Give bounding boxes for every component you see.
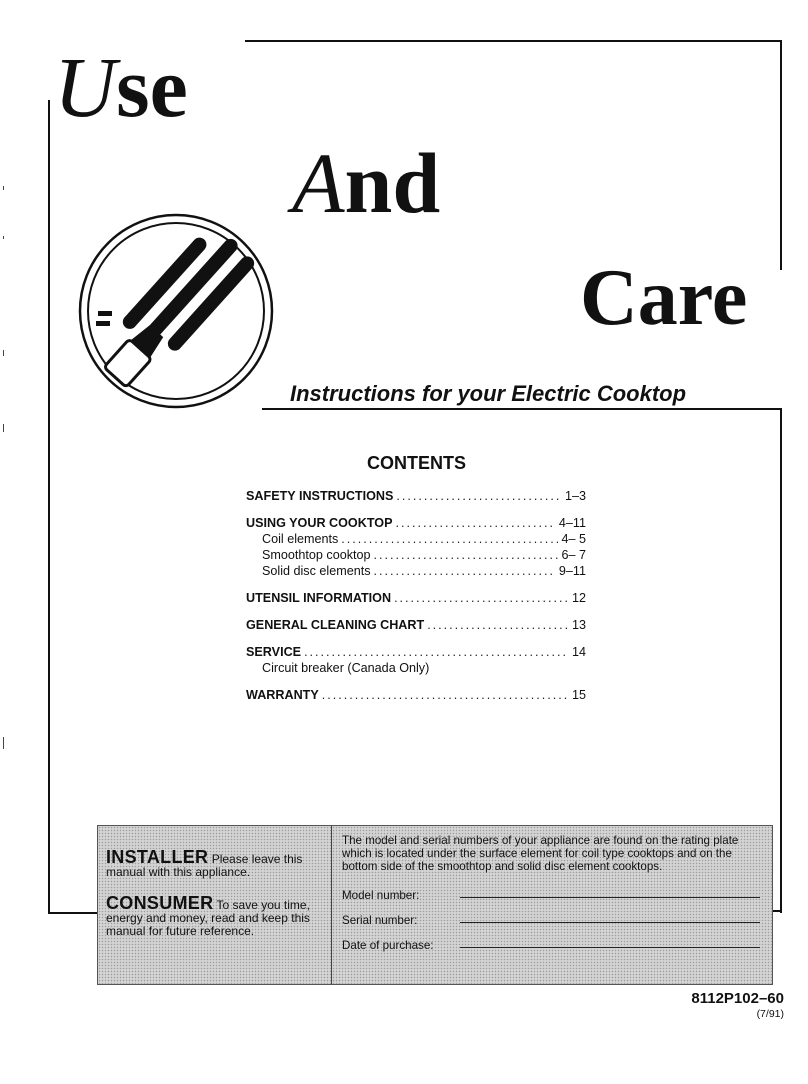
title-use-rest: se [116,39,188,135]
toc-entry-cleaning [246,617,586,633]
frame-right-line-lower [780,408,782,913]
title-care-text: Care [580,254,748,342]
toc-entry-page: 6– 7 [561,548,586,562]
installer-title: INSTALLER [106,847,209,867]
model-number-label: Model number: [342,889,420,902]
frame-left-line [48,100,50,913]
toc-subentry-smoothtop [246,547,586,563]
cooktop-plug-icon [78,213,274,409]
consumer-title: CONSUMER [106,893,214,913]
margin-mark [3,236,4,239]
toc-entry-warranty [246,687,586,703]
document-date-code: (7/91) [756,1008,784,1020]
model-number-field [342,889,764,902]
dot-leader [341,531,558,547]
toc-entry-page: 13 [571,618,586,632]
dot-leader [322,687,569,703]
toc-entry-label: UTENSIL INFORMATION [246,591,392,605]
model-number-line [460,896,760,898]
toc-entry-page: 9–11 [558,564,586,578]
consumer-text: To save you time, energy and money, read and keep this manual for future reference. [106,898,310,938]
toc-entry-page: 15 [571,688,586,702]
table-of-contents [246,488,586,703]
purchase-date-label: Date of purchase: [342,939,434,952]
toc-entry-label: GENERAL CLEANING CHART [246,618,425,632]
margin-mark [3,350,4,356]
toc-subentry-coil [246,531,586,547]
frame-mid-line [262,408,782,410]
consumer-note [106,893,325,938]
rating-plate-text: The model and serial numbers of your appliance are found on the rating plate which is located under the surface element for coil type cooktops and on the bottom side of the smoothtop and solid disc element cooktops. [342,834,739,873]
frame-bottom-left-line [48,912,98,914]
title-use [54,39,188,135]
info-box [97,825,773,985]
margin-mark [3,186,4,190]
serial-number-line [460,921,760,923]
frame-top-line [245,40,782,42]
title-and-initial: A [292,135,345,231]
margin-mark [3,424,4,432]
toc-entry-using [246,515,586,531]
frame-right-line-upper [780,40,782,270]
toc-subentry-circuit: Circuit breaker (Canada Only) [262,661,430,675]
margin-mark [3,737,4,749]
purchase-date-line [460,946,760,948]
toc-entry-label: WARRANTY [246,688,319,702]
purchase-date-field [342,939,764,952]
toc-entry-label: SERVICE [246,645,302,659]
toc-entry-page: 4–11 [558,516,586,530]
title-and-rest: nd [344,135,441,231]
serial-number-label: Serial number: [342,914,418,927]
serial-number-field [342,914,764,927]
title-use-initial: U [54,39,117,135]
toc-entry-label: Smoothtop cooktop [262,548,371,562]
dot-leader [396,488,562,504]
document-number: 8112P102–60 [691,990,784,1007]
contents-heading: CONTENTS [367,453,466,473]
installer-text: Please leave this manual with this appliance. [106,852,303,879]
title-care [580,254,748,342]
toc-entry-page: 4– 5 [561,532,586,546]
dot-leader [374,563,556,579]
toc-entry-label: SAFETY INSTRUCTIONS [246,489,394,503]
title-and [292,135,441,231]
toc-entry-label: Solid disc elements [262,564,371,578]
installer-note [106,847,325,879]
frame-bottom-right-line [772,910,782,912]
toc-entry-label: Coil elements [262,532,339,546]
toc-entry-utensil [246,590,586,606]
dot-leader [394,590,569,606]
toc-subentry-disc [246,563,586,579]
dot-leader [304,644,569,660]
toc-entry-service [246,644,586,660]
toc-entry-page: 1–3 [564,489,586,503]
toc-entry-label: USING YOUR COOKTOP [246,516,393,530]
page-subtitle: Instructions for your Electric Cooktop [290,381,687,406]
dot-leader [395,515,555,531]
info-box-left [98,826,332,984]
dot-leader [374,547,559,563]
dot-leader [427,617,569,633]
toc-entry-safety [246,488,586,504]
info-box-right [332,826,772,984]
toc-entry-page: 14 [571,645,586,659]
toc-entry-page: 12 [571,591,586,605]
